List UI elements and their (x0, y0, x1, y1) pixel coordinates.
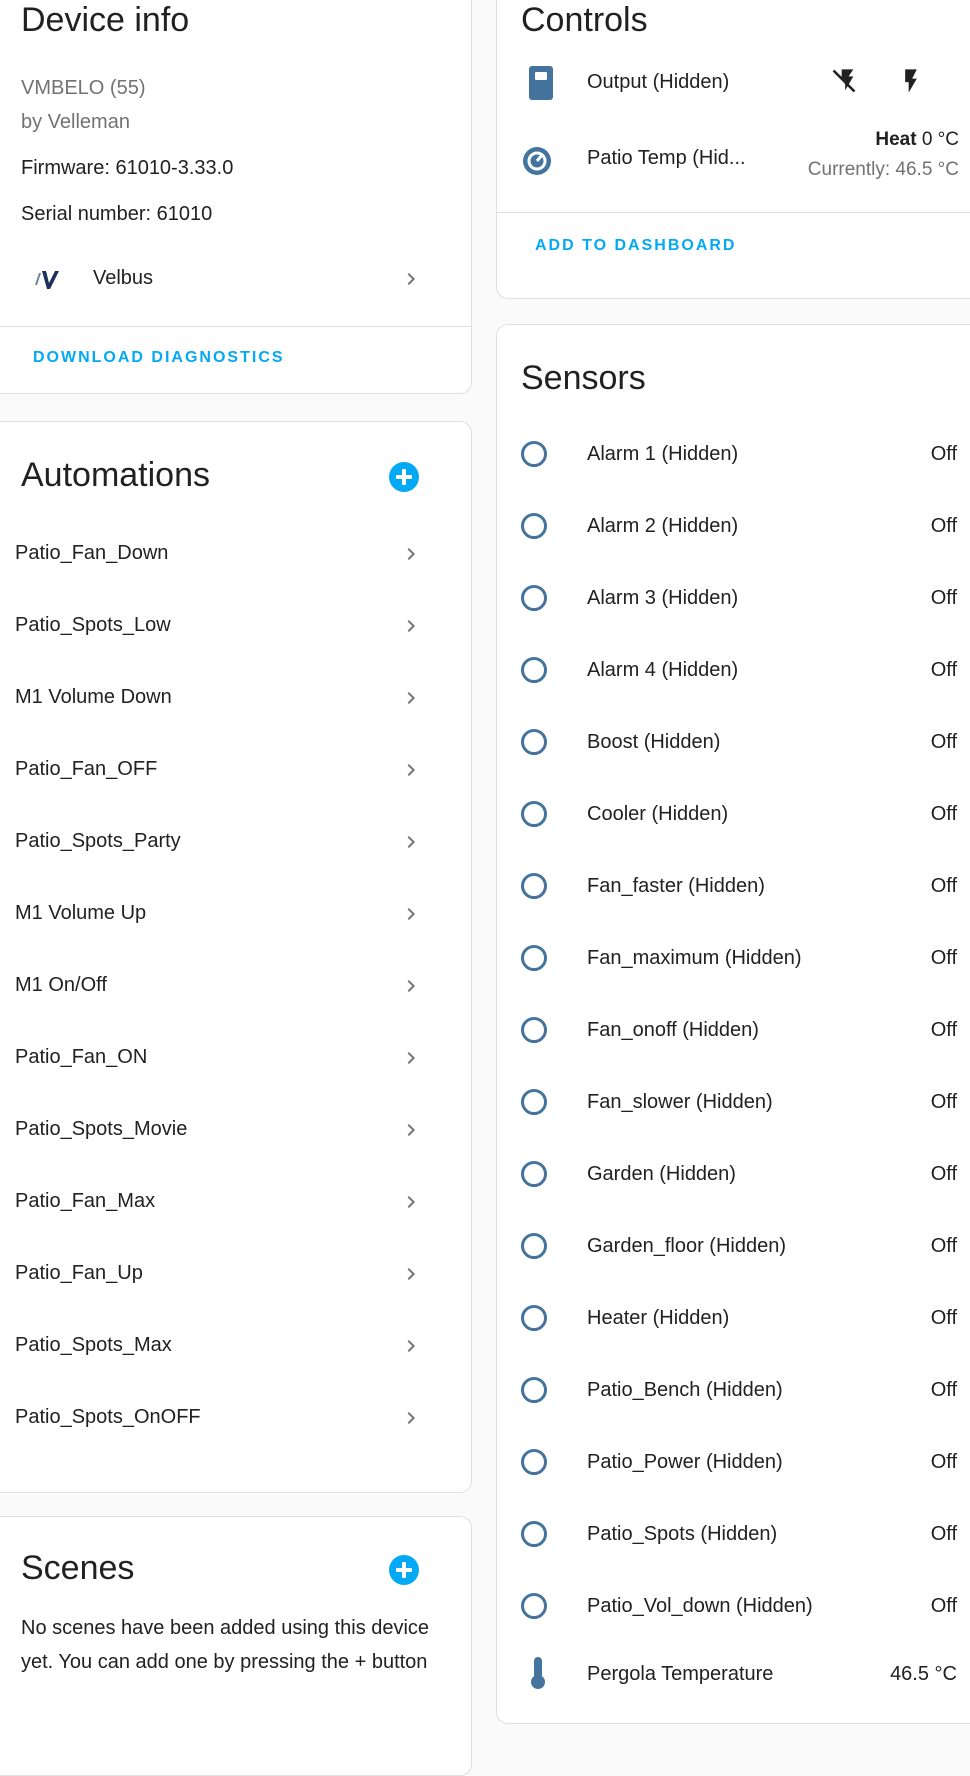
circle-outline-icon (521, 801, 547, 827)
sensor-state: Off (930, 1595, 957, 1617)
sensor-state: Off (930, 1163, 957, 1185)
flash-icon[interactable] (897, 65, 925, 97)
automation-label: Patio_Fan_Down (15, 542, 169, 564)
circle-outline-icon (521, 1017, 547, 1043)
chevron-right-icon (399, 542, 423, 566)
automation-label: Patio_Spots_Max (15, 1334, 172, 1356)
sensor-temperature-label: Pergola Temperature (587, 1663, 774, 1685)
chevron-right-icon (399, 614, 423, 638)
automation-label: Patio_Fan_Max (15, 1190, 156, 1212)
divider (0, 326, 471, 327)
sensor-state: Off (930, 731, 957, 753)
automation-row[interactable] (0, 878, 471, 950)
automation-row[interactable] (0, 1166, 471, 1238)
circle-outline-icon (521, 1521, 547, 1547)
control-output-row[interactable] (497, 45, 970, 117)
automation-label: M1 On/Off (15, 974, 107, 996)
sensor-state: Off (930, 1451, 957, 1473)
automation-label: Patio_Fan_Up (15, 1262, 143, 1284)
circle-outline-icon (521, 729, 547, 755)
scenes-empty-line2: yet. You can add one by pressing the + button (21, 1651, 428, 1673)
automation-row[interactable] (0, 1310, 471, 1382)
circle-outline-icon (521, 1377, 547, 1403)
automation-label: Patio_Spots_Low (15, 614, 171, 636)
sensor-state: Off (930, 587, 957, 609)
sensor-state: Off (930, 803, 957, 825)
scenes-card (0, 1516, 472, 1776)
chevron-right-icon (399, 1118, 423, 1142)
integration-label: Velbus (93, 267, 154, 289)
control-thermostat-row[interactable] (497, 117, 970, 197)
sensor-row[interactable] (497, 1573, 970, 1645)
automation-row[interactable] (0, 518, 471, 590)
sensor-label: Alarm 4 (Hidden) (587, 659, 739, 681)
automation-row[interactable] (0, 662, 471, 734)
chevron-right-icon (399, 902, 423, 926)
sensor-row[interactable] (497, 421, 970, 493)
integration-row[interactable] (0, 243, 471, 315)
circle-outline-icon (521, 873, 547, 899)
circle-outline-icon (521, 585, 547, 611)
sensor-label: Patio_Power (Hidden) (587, 1451, 783, 1473)
sensor-label: Fan_maximum (Hidden) (587, 947, 802, 969)
add-to-dashboard-button[interactable]: ADD TO DASHBOARD (535, 237, 737, 254)
sensor-row[interactable] (497, 637, 970, 709)
sensor-row[interactable] (497, 565, 970, 637)
device-model: VMBELO (55) (21, 77, 146, 99)
sensor-label: Fan_slower (Hidden) (587, 1091, 773, 1113)
automation-row[interactable] (0, 1382, 471, 1454)
circle-outline-icon (521, 1089, 547, 1115)
automations-title: Automations (21, 456, 210, 494)
sensor-label: Fan_onoff (Hidden) (587, 1019, 759, 1041)
automation-label: Patio_Spots_OnOFF (15, 1406, 201, 1428)
device-info-card (0, 0, 472, 394)
sensor-state: Off (930, 1523, 957, 1545)
sensor-label: Alarm 3 (Hidden) (587, 587, 739, 609)
sensor-label: Alarm 1 (Hidden) (587, 443, 739, 465)
automation-row[interactable] (0, 734, 471, 806)
sensor-state: Off (930, 515, 957, 537)
chevron-right-icon (399, 1190, 423, 1214)
device-serial: Serial number: 61010 (21, 203, 213, 225)
circle-outline-icon (521, 1161, 547, 1187)
automation-label: Patio_Spots_Party (15, 830, 181, 852)
scenes-title: Scenes (21, 1549, 135, 1587)
sensor-row[interactable] (497, 1069, 970, 1141)
circle-outline-icon (521, 441, 547, 467)
chevron-right-icon (399, 267, 423, 291)
chevron-right-icon (399, 1262, 423, 1286)
add-automation-button[interactable] (389, 462, 419, 492)
circle-outline-icon (521, 945, 547, 971)
circle-outline-icon (521, 1593, 547, 1619)
sensor-row[interactable] (497, 1501, 970, 1573)
sensor-temperature-row[interactable] (497, 1641, 970, 1713)
circle-outline-icon (521, 1305, 547, 1331)
sensor-temperature-value: 46.5 °C (890, 1663, 957, 1685)
sensors-title: Sensors (521, 359, 646, 397)
sensor-label: Garden (Hidden) (587, 1163, 736, 1185)
circle-outline-icon (521, 1449, 547, 1475)
sensor-label: Garden_floor (Hidden) (587, 1235, 786, 1257)
sensor-label: Cooler (Hidden) (587, 803, 729, 825)
circle-outline-icon (521, 657, 547, 683)
sensor-state: Off (930, 1379, 957, 1401)
thermostat-setpoint: 0 °C (921, 129, 959, 150)
sensor-state: Off (930, 947, 957, 969)
automation-row[interactable] (0, 1238, 471, 1310)
chevron-right-icon (399, 1406, 423, 1430)
sensor-label: Heater (Hidden) (587, 1307, 730, 1329)
sensor-row[interactable] (497, 1285, 970, 1357)
automation-label: Patio_Fan_ON (15, 1046, 148, 1068)
download-diagnostics-button[interactable]: DOWNLOAD DIAGNOSTICS (33, 349, 285, 366)
sensor-label: Patio_Bench (Hidden) (587, 1379, 783, 1401)
sensor-label: Patio_Spots (Hidden) (587, 1523, 778, 1545)
sensor-row[interactable] (497, 997, 970, 1069)
controls-title: Controls (521, 1, 648, 39)
automation-row[interactable] (0, 1094, 471, 1166)
chevron-right-icon (399, 1334, 423, 1358)
automation-label: Patio_Spots_Movie (15, 1118, 188, 1140)
add-scene-button[interactable] (389, 1555, 419, 1585)
thermostat-mode: Heat (875, 129, 917, 150)
device-firmware: Firmware: 61010-3.33.0 (21, 157, 234, 179)
chevron-right-icon (399, 758, 423, 782)
controls-card (496, 0, 970, 299)
sensor-state: Off (930, 1091, 957, 1113)
device-info-title: Device info (21, 1, 190, 39)
velbus-logo-icon (33, 267, 63, 291)
automation-row[interactable] (0, 1022, 471, 1094)
sensor-row[interactable] (497, 1213, 970, 1285)
automations-card (0, 421, 472, 1493)
flash-off-icon[interactable] (830, 65, 858, 97)
scenes-empty-line1: No scenes have been added using this device (21, 1617, 430, 1639)
sensor-row[interactable] (497, 709, 970, 781)
thermostat-current: Currently: 46.5 °C (807, 159, 959, 180)
automation-label: Patio_Fan_OFF (15, 758, 158, 780)
automation-row[interactable] (0, 590, 471, 662)
automation-row[interactable] (0, 950, 471, 1022)
circle-outline-icon (521, 513, 547, 539)
output-icon (528, 65, 554, 101)
sensor-row[interactable] (497, 493, 970, 565)
device-manufacturer: by Velleman (21, 111, 130, 133)
sensor-row[interactable] (497, 853, 970, 925)
sensor-row[interactable] (497, 925, 970, 997)
sensor-label: Boost (Hidden) (587, 731, 721, 753)
divider (497, 212, 970, 213)
automation-label: M1 Volume Up (15, 902, 147, 924)
sensor-label: Fan_faster (Hidden) (587, 875, 765, 897)
sensor-row[interactable] (497, 1357, 970, 1429)
sensor-state: Off (930, 443, 957, 465)
chevron-right-icon (399, 686, 423, 710)
chevron-right-icon (399, 830, 423, 854)
sensor-state: Off (930, 875, 957, 897)
sensor-row[interactable] (497, 1429, 970, 1501)
control-output-label: Output (Hidden) (587, 71, 730, 93)
circle-outline-icon (521, 1233, 547, 1259)
sensor-state: Off (930, 1019, 957, 1041)
sensor-label: Alarm 2 (Hidden) (587, 515, 739, 537)
control-thermostat-label: Patio Temp (Hid... (587, 147, 746, 169)
sensor-row[interactable] (497, 1141, 970, 1213)
automation-row[interactable] (0, 806, 471, 878)
thermostat-mode-setpoint (875, 129, 959, 151)
chevron-right-icon (399, 974, 423, 998)
chevron-right-icon (399, 1046, 423, 1070)
sensors-card (496, 324, 970, 1724)
automation-label: M1 Volume Down (15, 686, 172, 708)
sensor-state: Off (930, 659, 957, 681)
sensor-label: Patio_Vol_down (Hidden) (587, 1595, 813, 1617)
thermostat-icon (521, 145, 553, 177)
sensor-row[interactable] (497, 781, 970, 853)
sensor-state: Off (930, 1307, 957, 1329)
sensor-state: Off (930, 1235, 957, 1257)
